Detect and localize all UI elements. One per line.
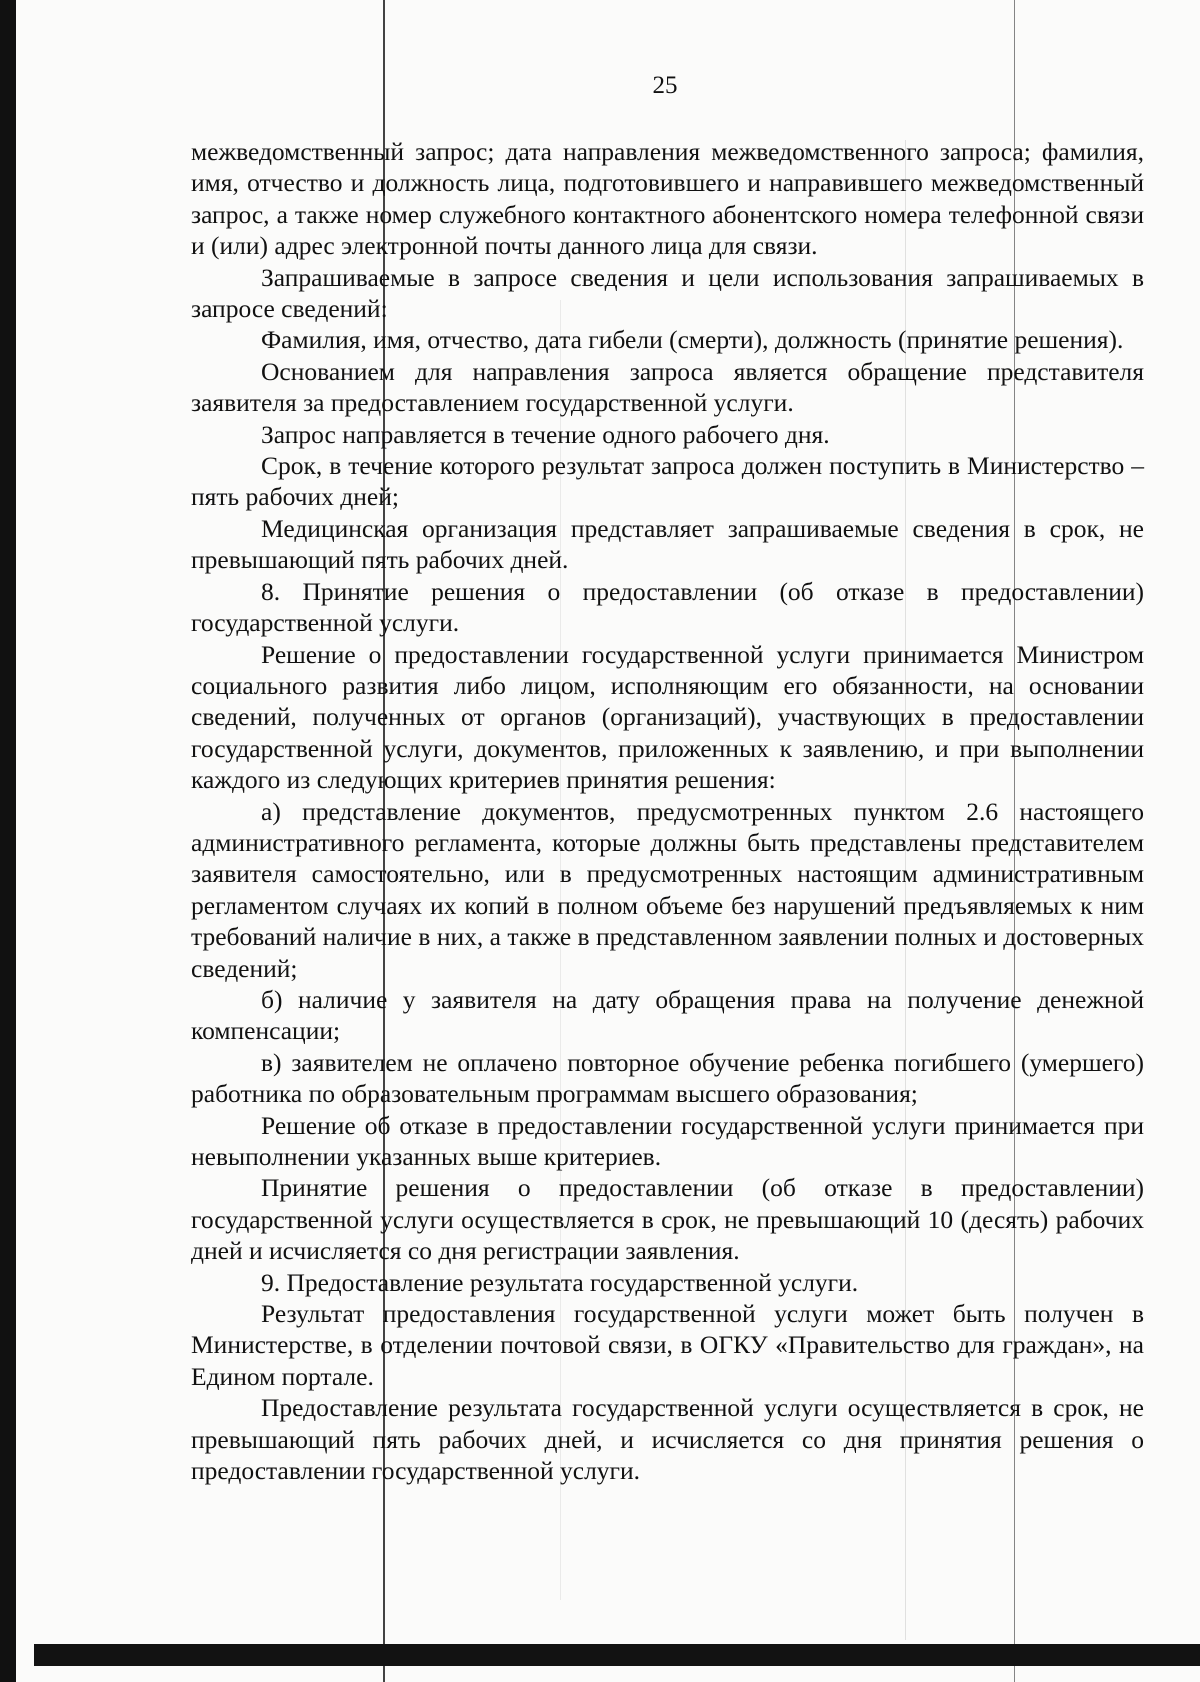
paragraph: Медицинская организация представляет запрашиваемые сведения в срок, не превышающий пять рабочих дней. [191,513,1144,575]
scan-bottom-border [34,1644,1200,1666]
paragraph: Предоставление результата государственной услуги осуществляется в срок, не превышающий пять рабочих дней, и исчисляется со дня принятия решения о предоставлении государственной услуги. [191,1393,1144,1486]
list-item: в) заявителем не оплачено повторное обучение ребенка погибшего (умершего) работника по образовательным программам высшего образования; [191,1047,1144,1109]
paragraph: Запрашиваемые в запросе сведения и цели использования запрашиваемых в запросе сведений: [191,262,1144,324]
scan-left-border [0,0,16,1682]
paragraph: Результат предоставления государственной услуги может быть получен в Министерстве, в отделении почтовой связи, в ОГКУ «Правительство для граждан», на Едином портале. [191,1299,1144,1391]
paragraph: Принятие решения о предоставлении (об отказе в предоставлении) государственной услуги осуществляется в срок, не превышающий 10 (десять) рабочих дней и исчисляется со дня регистрации заявления. [191,1173,1144,1266]
list-item: а) представление документов, предусмотренных пунктом 2.6 настоящего административного регламента, которые должны быть представлены представителем заявителя самостоятельно, или в предусмотренных настоящим административным регламентом случаях их копий в полном объеме без нарушений предъявляемых к ним требований наличие в них, а также в представленном заявлении полных и достоверных сведений; [191,796,1144,983]
paragraph: межведомственный запрос; дата направления межведомственного запроса; фамилия, имя, отчество и должность лица, подготовившего и направившего межведомственный запрос, а также номер служебного контактного абонентского номера телефонной связи и (или) адрес электронной почты данного лица для связи. [191,137,1144,261]
paragraph: Основанием для направления запроса является обращение представителя заявителя за предоставлением государственной услуги. [191,356,1144,418]
page-number: 25 [652,72,678,99]
section-heading: 8. Принятие решения о предоставлении (об отказе в предоставлении) государственной услуги. [191,576,1144,638]
paragraph: Фамилия, имя, отчество, дата гибели (смерти), должность (принятие решения). [261,325,1124,355]
paragraph: Срок, в течение которого результат запроса должен поступить в Министерство – пять рабочих дней; [191,451,1144,512]
paragraph: Решение о предоставлении государственной услуги принимается Министром социального развития либо лицом, исполняющим его обязанности, на основании сведений, полученных от органов (организаций), участвующих в предоставлении государственной услуги, документов, приложенных к заявлению, и при выполнении каждого из следующих критериев принятия решения: [191,639,1144,795]
section-heading: 9. Предоставление результата государственной услуги. [261,1267,859,1297]
document-body [191,136,1144,1486]
list-item: б) наличие у заявителя на дату обращения права на получение денежной компенсации; [191,984,1144,1046]
paragraph: Запрос направляется в течение одного рабочего дня. [261,419,830,449]
paragraph: Решение об отказе в предоставлении государственной услуги принимается при невыполнении указанных выше критериев. [191,1110,1144,1171]
